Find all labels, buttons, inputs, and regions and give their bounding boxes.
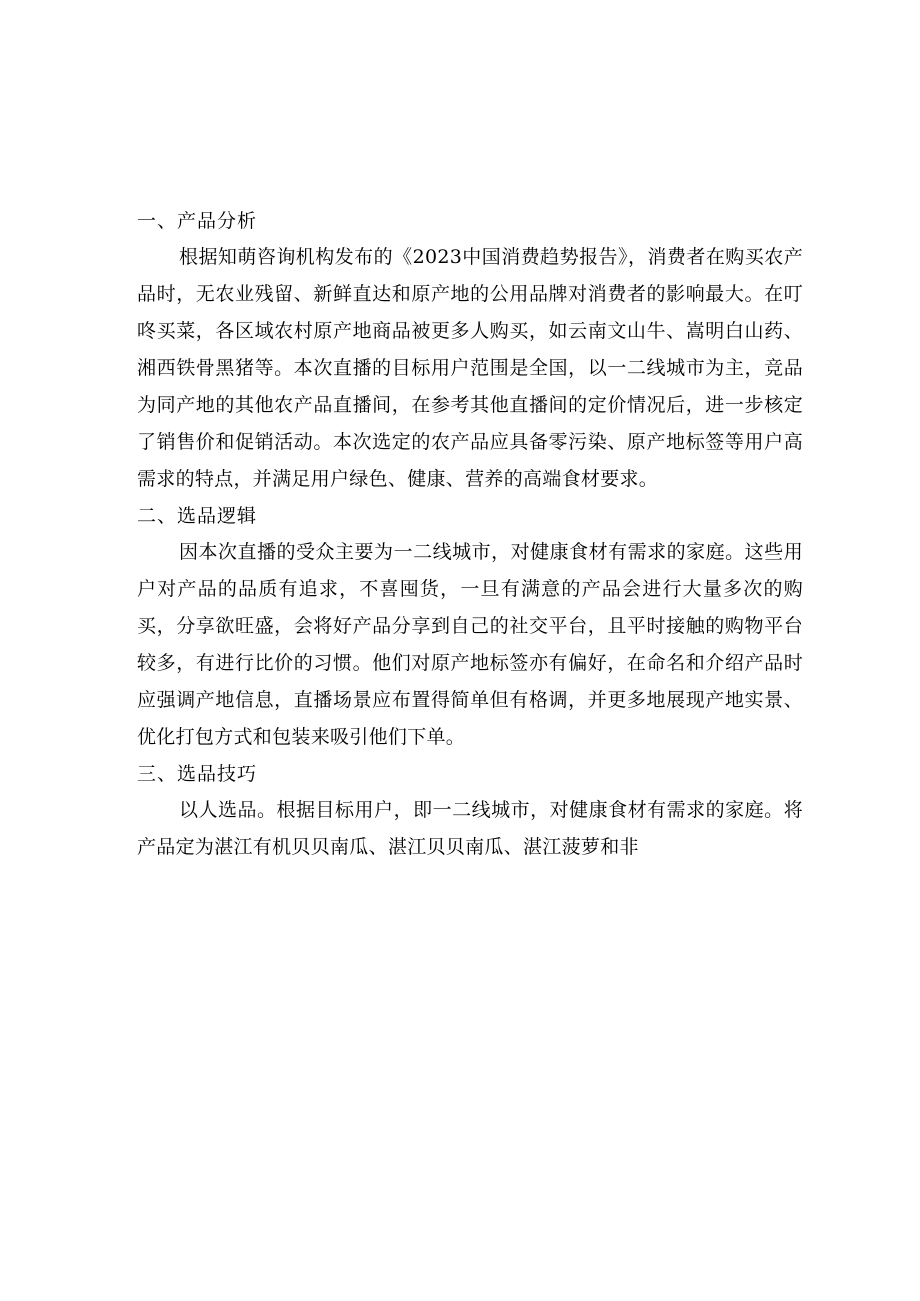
section-heading-selection-logic: 二、选品逻辑 <box>137 505 258 527</box>
section-heading-selection-tips: 三、选品技巧 <box>137 763 258 785</box>
section-paragraph-selection-tips: 以人选品。根据目标用户，即一二线城市，对健康食材有需求的家庭。将产品定为湛江有机贝贝南瓜、湛江贝贝南瓜、湛江菠萝和非 <box>137 799 803 858</box>
section-paragraph-selection-logic: 因本次直播的受众主要为一二线城市，对健康食材有需求的家庭。这些用户对产品的品质有追求，不喜囤货，一旦有满意的产品会进行大量多次的购买，分享欲旺盛，会将好产品分享到自己的社交平台，且平时接触的购物平台较多，有进行比价的习惯。他们对原产地标签亦有偏好，在命名和介绍产品时应强调产地信息，直播场景应布置得简单但有格调，并更多地展现产地实景、优化打包方式和包装来吸引他们下单。 <box>137 541 803 748</box>
document-body <box>137 203 803 866</box>
section-heading-product-analysis: 一、产品分析 <box>137 210 258 232</box>
section-paragraph-product-analysis: 根据知萌咨询机构发布的《2023中国消费趋势报告》，消费者在购买农产品时，无农业残留、新鲜直达和原产地的公用品牌对消费者的影响最大。在叮咚买菜，各区域农村原产地商品被更多人购买，如云南文山牛、嵩明白山药、湘西铁骨黑猪等。本次直播的目标用户范围是全国，以一二线城市为主，竞品为同产地的其他农产品直播间，在参考其他直播间的定价情况后，进一步核定了销售价和促销活动。本次选定的农产品应具备零污染、原产地标签等用户高需求的特点，并满足用户绿色、健康、营养的高端食材要求。 <box>137 246 803 490</box>
